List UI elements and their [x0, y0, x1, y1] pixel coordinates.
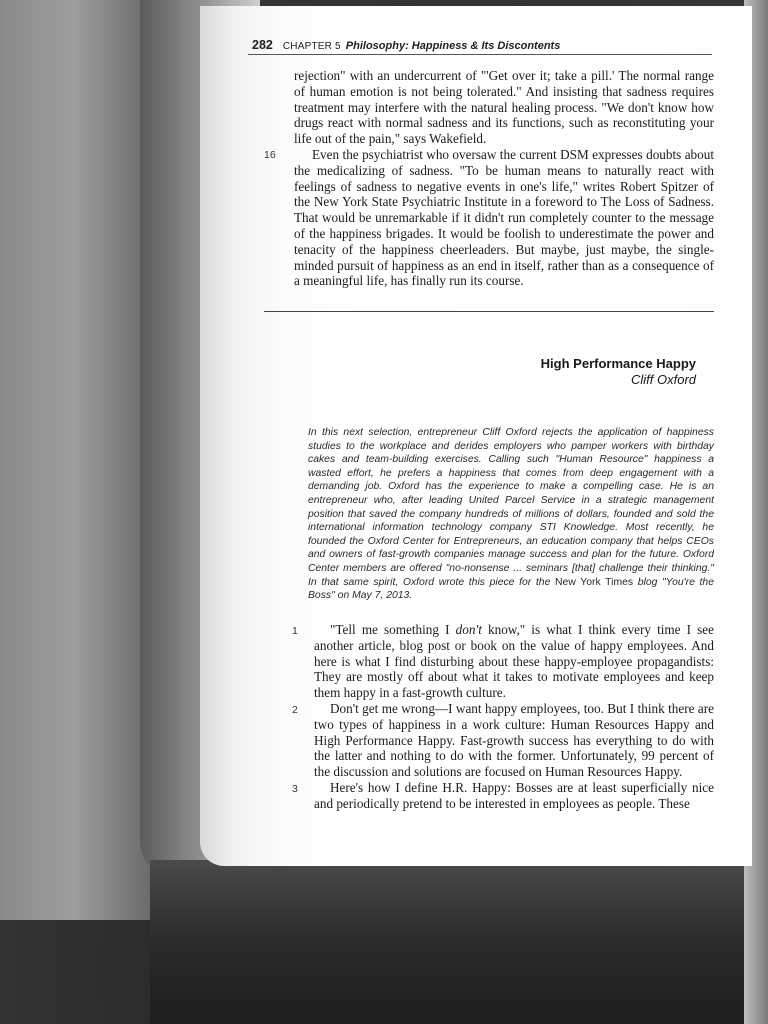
- page-number: 282: [252, 38, 273, 52]
- running-head-rule: [248, 54, 712, 55]
- paragraph-number-1: 1: [292, 625, 298, 637]
- paragraph-number-16: 16: [264, 148, 276, 161]
- chapter-title: Philosophy: Happiness & Its Discontents: [345, 40, 561, 52]
- paragraph-number-2: 2: [292, 703, 298, 716]
- article-author: Cliff Oxford: [630, 372, 696, 387]
- paragraph-1-part-a: "Tell me something I: [330, 622, 456, 637]
- headnote-publication: New York Times: [555, 576, 634, 588]
- article-body: [292, 622, 715, 812]
- article-title: High Performance Happy: [540, 356, 696, 371]
- paragraph-2: Don't get me wrong—I want happy employees, too. But I think there are two types of happiness in a work culture: Human Resources Happy and High Performance Happy. Fast-growth success has everything to do with the latter and nothing to do with the former. Unfortunately, 99 percent of the discussion and solutions are focused on Human Resources Happy.: [314, 700, 714, 780]
- section-divider: [264, 311, 714, 312]
- bottom-scan-shadow: [150, 860, 768, 1024]
- book-page: [200, 6, 752, 866]
- headnote-end: blog "You're the Boss" on May 7, 2013.: [308, 576, 714, 602]
- continuation-paragraph: rejection" with an undercurrent of "'Get over it; take a pill.' The normal range of human emotion is not being tolerated." And insisting that sadness requires treatment may interfere with the natural healing process. "We don't know how drugs react with normal sadness and its functions, such as reconstituting your life out of the pain," says Wakefield.: [294, 68, 714, 147]
- paragraph-1-part-b: know," is what I think every time I see another article, blog post or book on the value of happy employees. And here is what I find disturbing about these happy-employee propagandists: They are mostly off about what it takes to motivate employees and keep them happy in a fast-growth culture.: [314, 622, 715, 701]
- chapter-label: CHAPTER 5: [282, 41, 341, 52]
- paragraph-1: [314, 622, 714, 701]
- article-headnote: [308, 426, 714, 603]
- paragraph-3: Here's how I define H.R. Happy: Bosses are at least superficially nice and periodically pretend to be interested in employees as people. These: [314, 779, 714, 811]
- paragraph-number-3: 3: [292, 782, 298, 795]
- paragraph-16: Even the psychiatrist who oversaw the current DSM expresses doubts about the medicalizing of sadness. "To be human means to naturally react with feelings of sadness to negative events in one's life," writes Robert Spitzer of the New York State Psychiatric Institute in a foreword to The Loss of Sadness. That would be unremarkable if it didn't run completely counter to the message of the happiness brigades. It would be foolish to underestimate the power and tenacity of the happiness cheerleaders. But maybe, just maybe, the single-minded pursuit of happiness as an end in itself, rather than as a consequence of a meaningful life, has finally run its course.: [294, 146, 714, 289]
- paragraph-1-emphasis: don't: [455, 622, 482, 637]
- previous-essay-ending: [264, 68, 714, 289]
- headnote-text: In this next selection, entrepreneur Cliff Oxford rejects the application of happiness studies to the workplace and derides employers who pamper workers with birthday cakes and team-building exercises. Calling such "Human Resource" happiness a wasted effort, he prefers a happiness that comes from deep engagement with a demanding job. Oxford has the experience to make a compelling case. He is an entrepreneur who, after leading United Parcel Service in a strategic management position that saved the company hundreds of millions of dollars, founded and sold the international information technology company STI Knowledge. Most recently, he founded the Oxford Center for Entrepreneurs, an education company that helps CEOs and owners of fast-growth companies manage success and plan for the future. Oxford Center members are offered "no-nonsense ... seminars [that] challenge their thinking." In that same spirit, Oxford wrote this piece for the: [308, 427, 714, 588]
